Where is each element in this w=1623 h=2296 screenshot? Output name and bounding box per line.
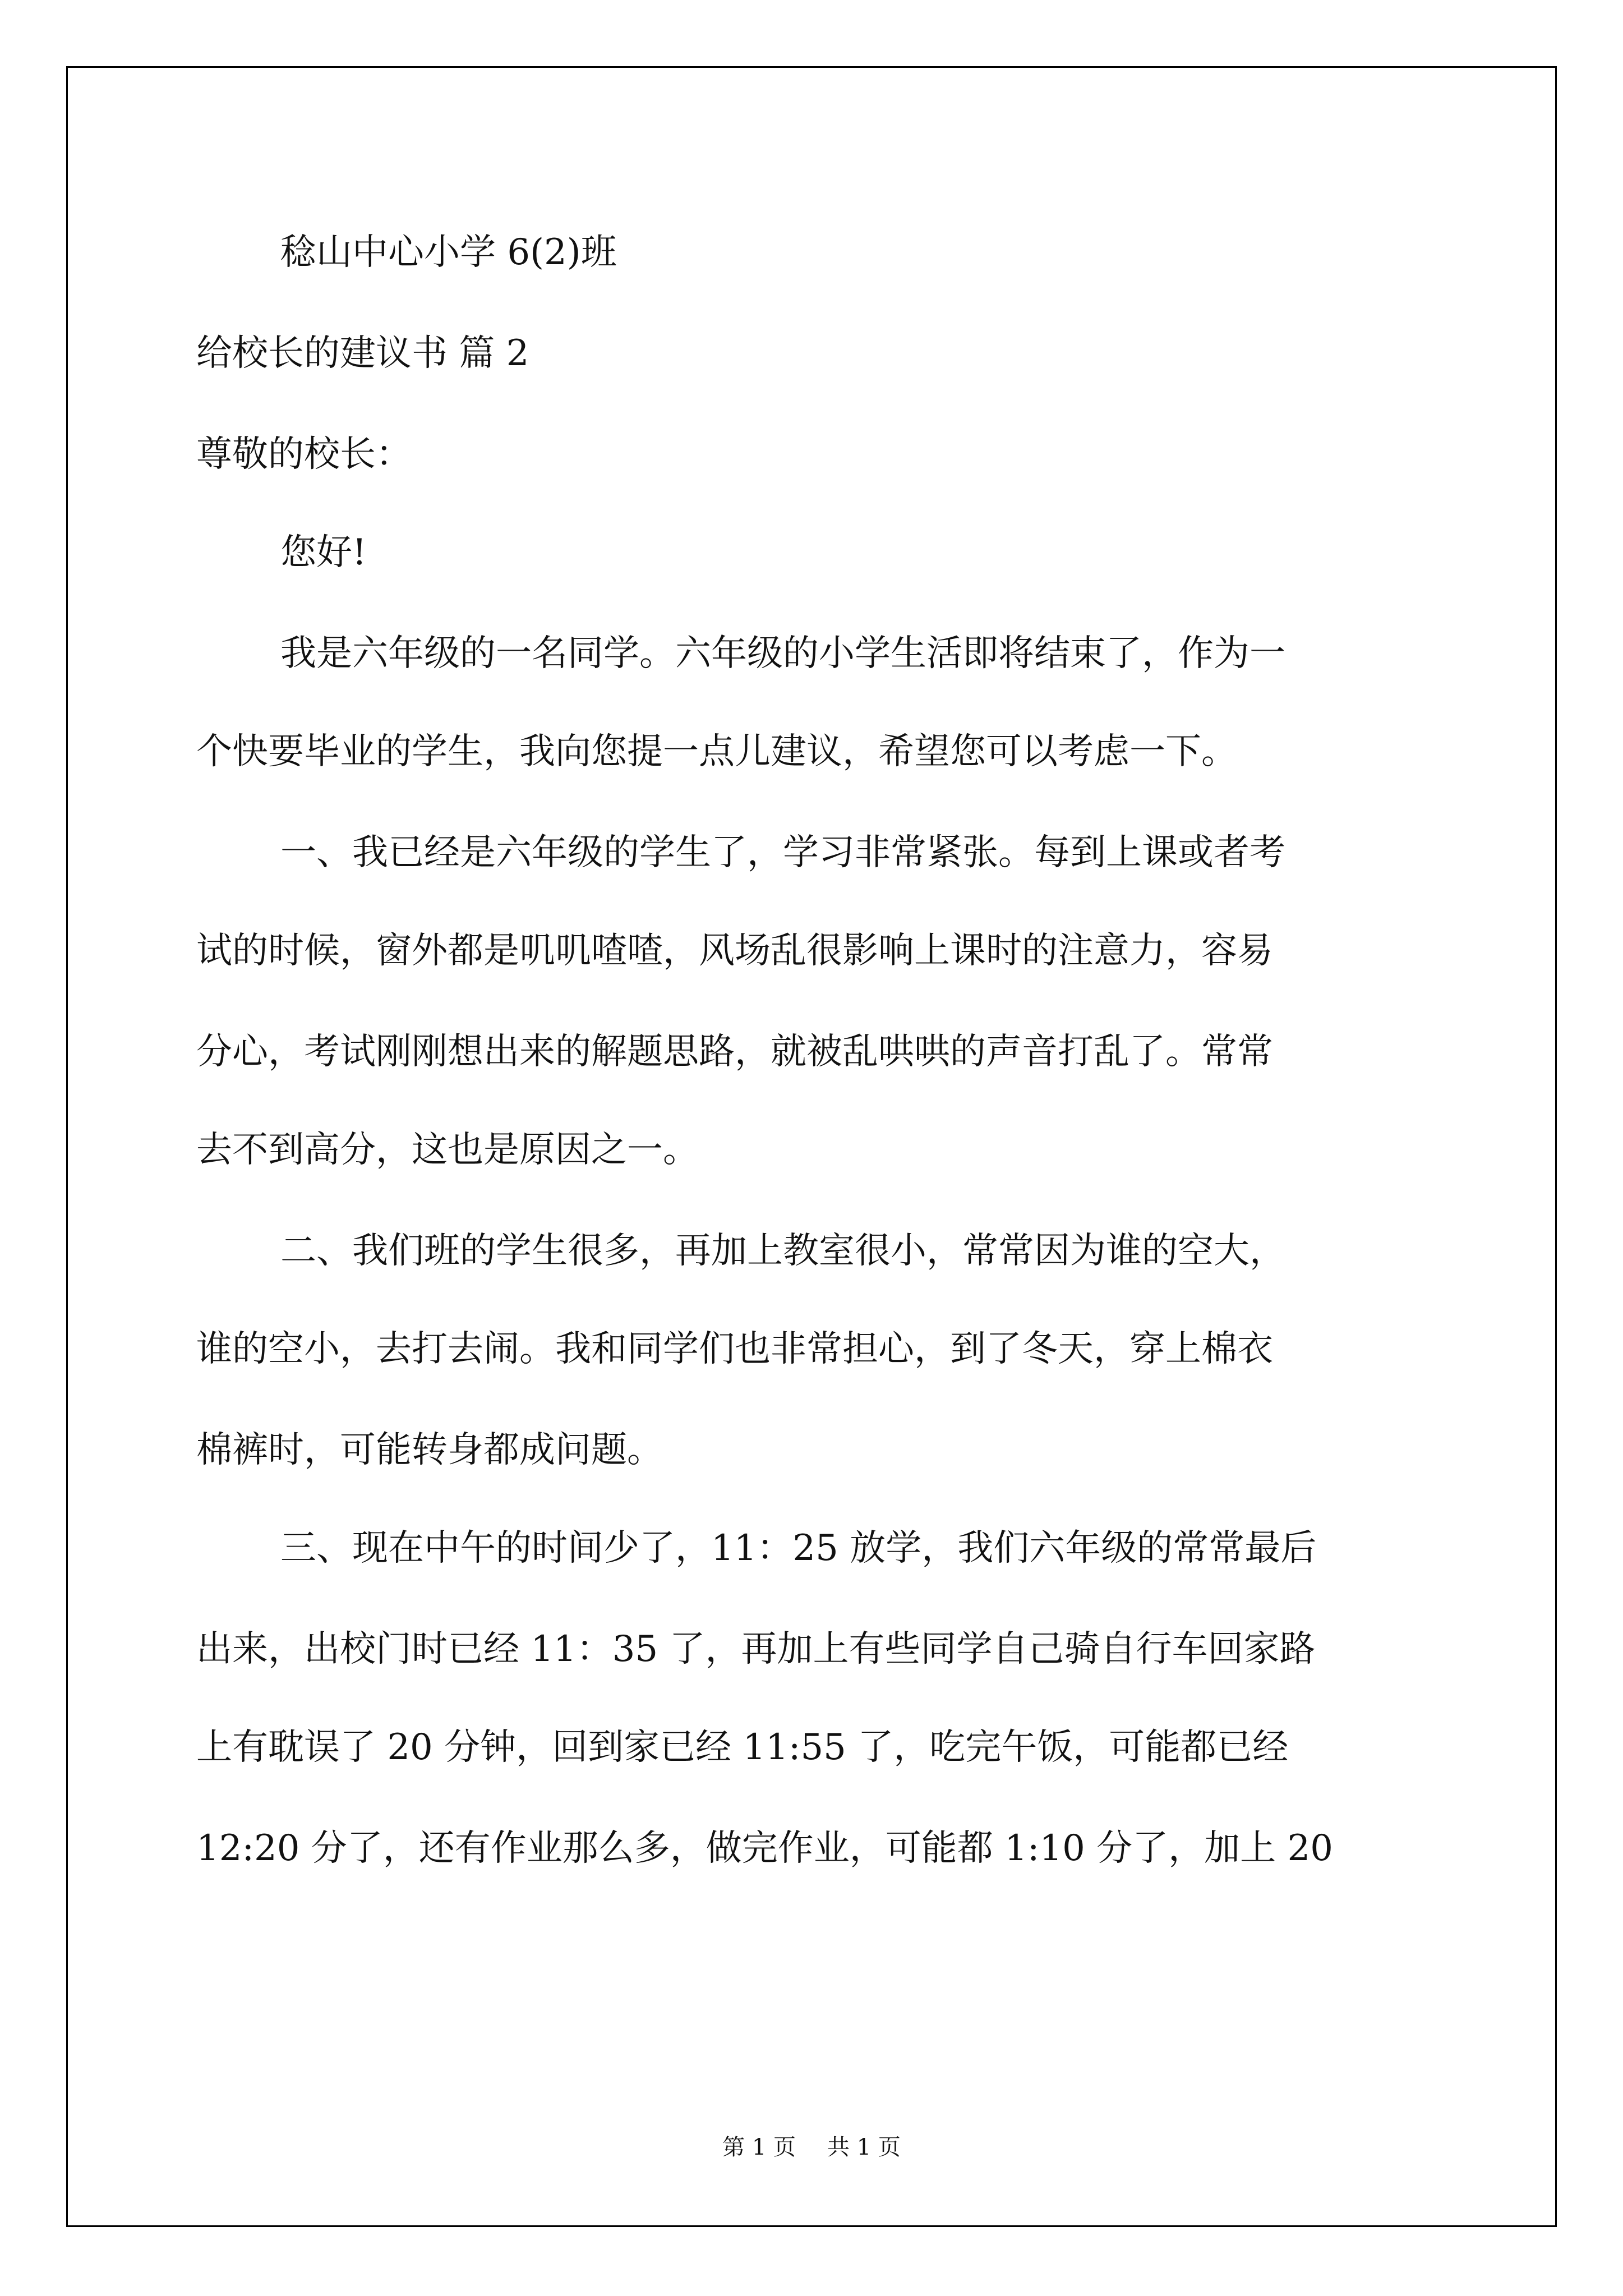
page-number: 第 1 页 <box>722 2134 796 2160</box>
salutation: 尊敬的校长： <box>196 434 412 475</box>
class-signature: 稔山中心小学 6(2)班 <box>280 232 617 273</box>
paragraph-three-line-2: 出来，出校门时已经 11：35 了，再加上有些同学自己骑自行车回家路 <box>196 1628 1316 1670</box>
paragraph-three-line-4: 12:20 分了，还有作业那么多，做完作业，可能都 1:10 分了，加上 20 <box>196 1828 1333 1869</box>
page-total: 共 1 页 <box>827 2134 901 2160</box>
paragraph-three-line-1: 三、现在中午的时间少了，11：25 放学，我们六年级的常常最后 <box>280 1527 1317 1569</box>
paragraph-two-line-3: 棉裤时，可能转身都成问题。 <box>196 1429 663 1471</box>
paragraph-two-line-1: 二、我们班的学生很多，再加上教室很小，常常因为谁的空大， <box>280 1230 1285 1272</box>
paragraph-intro-line-1: 我是六年级的一名同学。六年级的小学生活即将结束了，作为一 <box>280 633 1285 674</box>
paragraph-one-line-4: 去不到高分，这也是原因之一。 <box>196 1129 699 1171</box>
section-heading: 给校长的建议书 篇 2 <box>196 333 529 374</box>
page-footer <box>0 2132 1623 2163</box>
greeting: 您好! <box>280 532 367 573</box>
paragraph-three-line-3: 上有耽误了 20 分钟，回到家已经 11:55 了，吃完午饭，可能都已经 <box>196 1727 1289 1768</box>
paragraph-one-line-3: 分心，考试刚刚想出来的解题思路，就被乱哄哄的声音打乱了。常常 <box>196 1031 1273 1073</box>
paragraph-one-line-1: 一、我已经是六年级的学生了，学习非常紧张。每到上课或者考 <box>280 832 1285 873</box>
paragraph-one-line-2: 试的时候，窗外都是叽叽喳喳，风场乱很影响上课时的注意力，容易 <box>196 930 1273 972</box>
paragraph-two-line-2: 谁的空小，去打去闹。我和同学们也非常担心，到了冬天，穿上棉衣 <box>196 1328 1273 1370</box>
paragraph-intro-line-2: 个快要毕业的学生，我向您提一点儿建议，希望您可以考虑一下。 <box>196 731 1237 772</box>
